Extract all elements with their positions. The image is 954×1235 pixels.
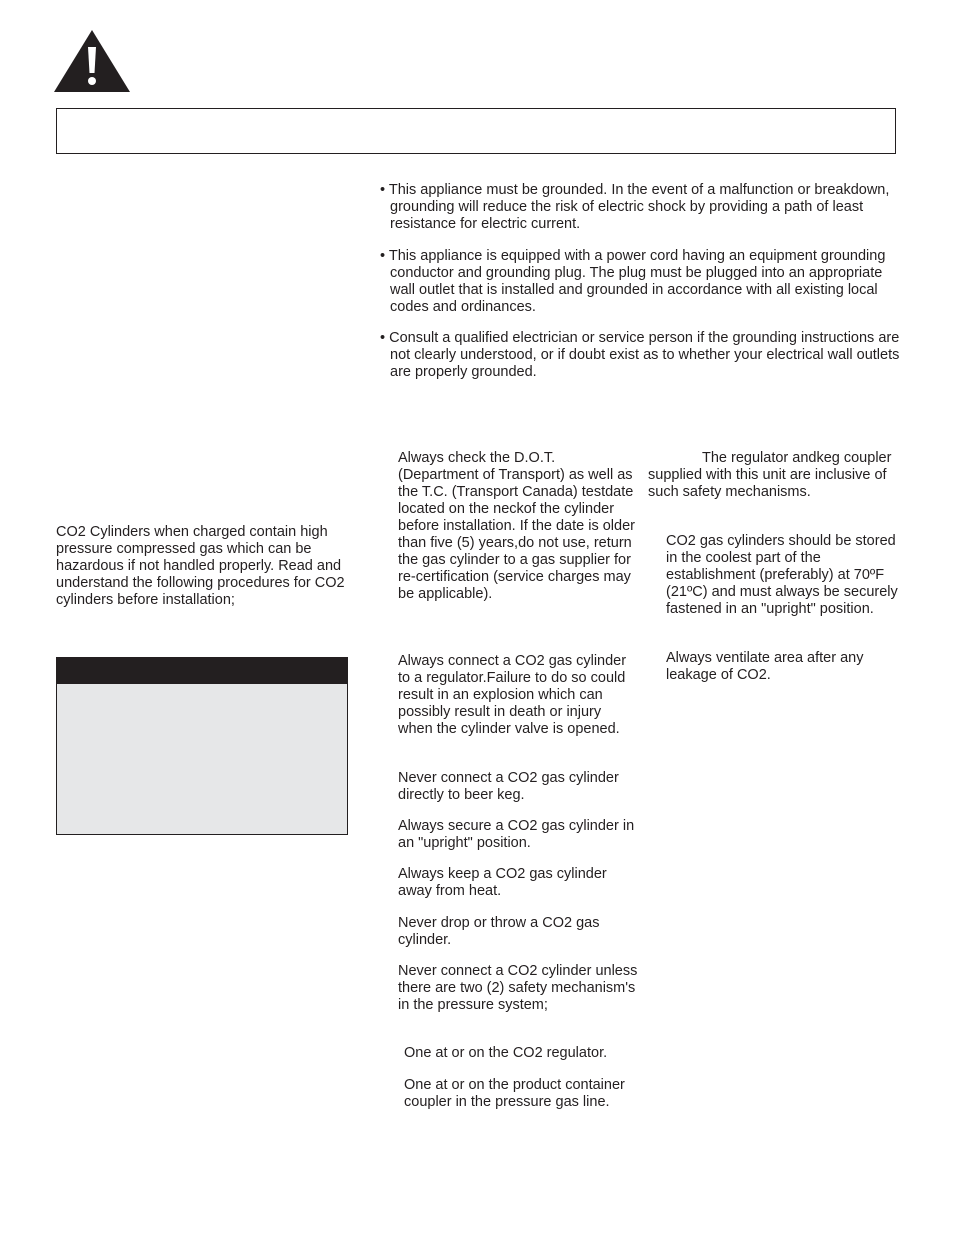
co2-note: Always ventilate area after any leakage of CO2. [666,650,864,683]
co2-procedure: Always secure a CO2 gas cylinder in an "upright" position. [398,818,635,851]
safety-mechanism-item: One at or on the product container coupler in the pressure gas line. [404,1077,625,1110]
co2-procedure: Always check the D.O.T. (Department of Transport) as well as the T.C. (Transport Canada) testdate located on the neckof the cylinder before installation. If the date is older than five (5) years,do not use, return the gas cylinder to a gas supplier for re-certification (service charges may be applicable). [398,450,635,602]
co2-note: CO2 gas cylinders should be stored in the coolest part of the establishment (preferably) at 70ºF (21ºC) and must always be securely fastened in an "upright" position. [666,533,898,617]
warning-banner-box [56,108,896,154]
co2-intro: CO2 Cylinders when charged contain high pressure compressed gas which can be hazardous if not handled properly. Read and understand the following procedures for CO2 cylinders before installation; [56,524,345,608]
caution-box [56,657,348,835]
grounding-bullet: • Consult a qualified electrician or service person if the grounding instructions are not clearly understood, or if doubt exist as to whether your electrical wall outlets are properly grounded. [380,330,900,380]
co2-procedure: Never connect a CO2 gas cylinder directly to beer keg. [398,770,619,803]
grounding-bullet: • This appliance is equipped with a power cord having an equipment grounding conductor and grounding plug. The plug must be plugged into an appropriate wall outlet that is installed and grounded in accordance with all existing local codes and ordinances. [380,248,886,315]
co2-procedure: Never drop or throw a CO2 gas cylinder. [398,915,600,948]
co2-note: The regulator andkeg coupler supplied with this unit are inclusive of such safety mechanisms. [648,450,892,500]
safety-mechanism-item: One at or on the CO2 regulator. [404,1045,608,1061]
caution-box-header [57,658,347,684]
co2-procedure: Never connect a CO2 cylinder unless there are two (2) safety mechanism's in the pressure system; [398,963,638,1013]
grounding-bullet: • This appliance must be grounded. In the event of a malfunction or breakdown, grounding will reduce the risk of electric shock by providing a path of least resistance for electric current. [380,182,890,232]
warning-triangle-icon [54,30,130,92]
co2-procedure: Always connect a CO2 gas cylinder to a regulator.Failure to do so could result in an explosion which can possibly result in death or injury when the cylinder valve is opened. [398,653,627,737]
co2-procedure: Always keep a CO2 gas cylinder away from heat. [398,866,607,899]
